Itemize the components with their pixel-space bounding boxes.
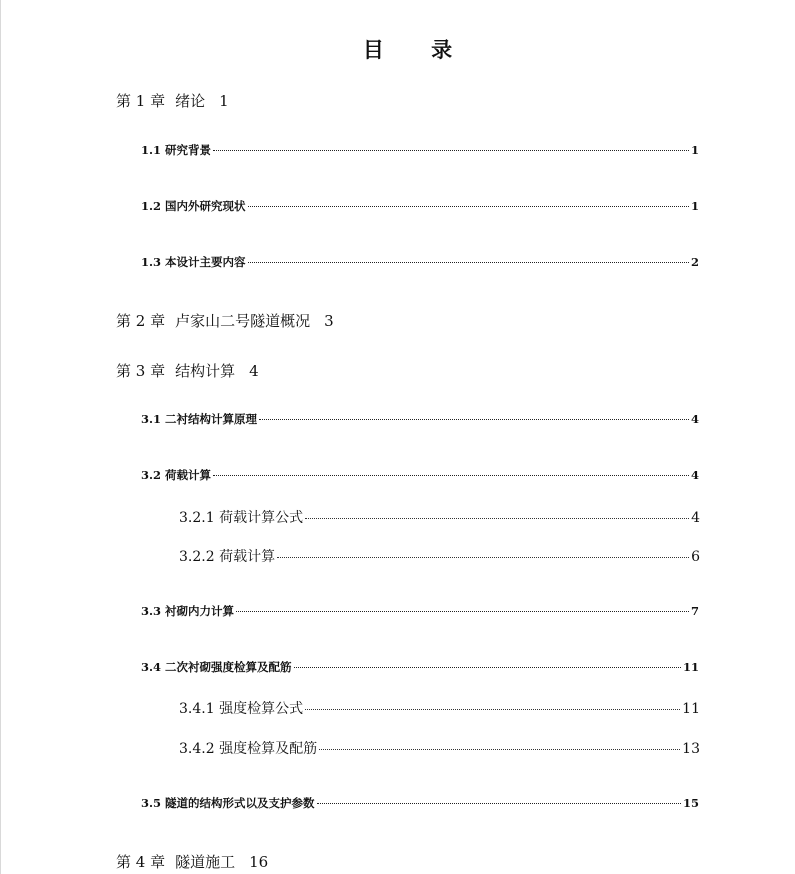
section-label: 3.3 衬砌内力计算 — [141, 604, 235, 618]
subsection-page: 6 — [691, 549, 700, 565]
subsection-page: 13 — [682, 741, 700, 757]
chapter-number: 第 2 章 — [116, 312, 166, 330]
section-label: 3.2 荷载计算 — [141, 468, 212, 482]
subsection-title: 强度检算公式 — [219, 701, 304, 717]
toc-subsection-3-4-1[interactable] — [179, 698, 700, 718]
dot-leader — [305, 518, 689, 519]
toc-section-3-5[interactable] — [141, 795, 699, 811]
chapter-page: 16 — [249, 853, 269, 871]
section-page: 1 — [690, 143, 699, 157]
dot-leader — [319, 749, 680, 750]
dot-leader — [213, 150, 689, 151]
dot-leader — [277, 557, 689, 558]
dot-leader — [213, 475, 689, 476]
toc-chapter-4[interactable] — [116, 851, 268, 872]
dot-leader — [248, 262, 689, 263]
toc-section-1-1[interactable] — [141, 142, 699, 158]
section-label: 1.2 国内外研究现状 — [141, 199, 246, 213]
section-label: 3.5 隧道的结构形式以及支护参数 — [141, 796, 315, 810]
chapter-title: 绪论 — [175, 92, 206, 110]
chapter-page: 3 — [324, 312, 334, 330]
dot-leader — [259, 419, 689, 420]
toc-section-3-3[interactable] — [141, 603, 699, 619]
chapter-title: 隧道施工 — [175, 853, 236, 871]
section-label: 3.1 二衬结构计算原理 — [141, 412, 258, 426]
section-page: 4 — [690, 412, 699, 426]
section-label: 1.1 研究背景 — [141, 143, 212, 157]
subsection-number: 3.2.1 — [179, 510, 215, 526]
subsection-page: 4 — [691, 510, 700, 526]
dot-leader — [236, 611, 689, 612]
section-page: 7 — [690, 604, 699, 618]
chapter-page: 4 — [249, 362, 259, 380]
dot-leader — [248, 206, 689, 207]
toc-chapter-3[interactable] — [116, 360, 259, 381]
chapter-title: 卢家山二号隧道概况 — [175, 312, 311, 330]
subsection-title: 强度检算及配筋 — [219, 741, 318, 757]
dot-leader — [305, 709, 680, 710]
subsection-page: 11 — [682, 701, 700, 717]
section-label: 1.3 本设计主要内容 — [141, 255, 246, 269]
toc-section-1-2[interactable] — [141, 198, 699, 214]
subsection-number: 3.4.1 — [179, 701, 215, 717]
section-page: 15 — [682, 796, 699, 810]
subsection-number: 3.2.2 — [179, 549, 215, 565]
section-page: 1 — [690, 199, 699, 213]
subsection-title: 荷载计算公式 — [219, 510, 304, 526]
chapter-title: 结构计算 — [175, 362, 236, 380]
subsection-title: 荷载计算 — [219, 549, 276, 565]
toc-section-3-4[interactable] — [141, 659, 699, 675]
dot-leader — [317, 803, 681, 804]
section-page: 11 — [682, 660, 699, 674]
chapter-number: 第 1 章 — [116, 92, 166, 110]
toc-chapter-1[interactable] — [116, 90, 229, 111]
toc-subsection-3-2-1[interactable] — [179, 507, 700, 527]
toc-section-3-1[interactable] — [141, 411, 699, 427]
subsection-number: 3.4.2 — [179, 741, 215, 757]
toc-title: 目 录 — [362, 38, 473, 62]
chapter-page: 1 — [219, 92, 229, 110]
toc-chapter-2[interactable] — [116, 310, 334, 331]
toc-subsection-3-4-2[interactable] — [179, 738, 700, 758]
section-label: 3.4 二次衬砌强度检算及配筋 — [141, 660, 292, 674]
page-edge — [0, 0, 1, 874]
section-page: 2 — [690, 255, 699, 269]
dot-leader — [294, 667, 681, 668]
chapter-number: 第 4 章 — [116, 853, 166, 871]
toc-subsection-3-2-2[interactable] — [179, 546, 700, 566]
toc-section-3-2[interactable] — [141, 467, 699, 483]
toc-section-1-3[interactable] — [141, 254, 699, 270]
chapter-number: 第 3 章 — [116, 362, 166, 380]
section-page: 4 — [690, 468, 699, 482]
